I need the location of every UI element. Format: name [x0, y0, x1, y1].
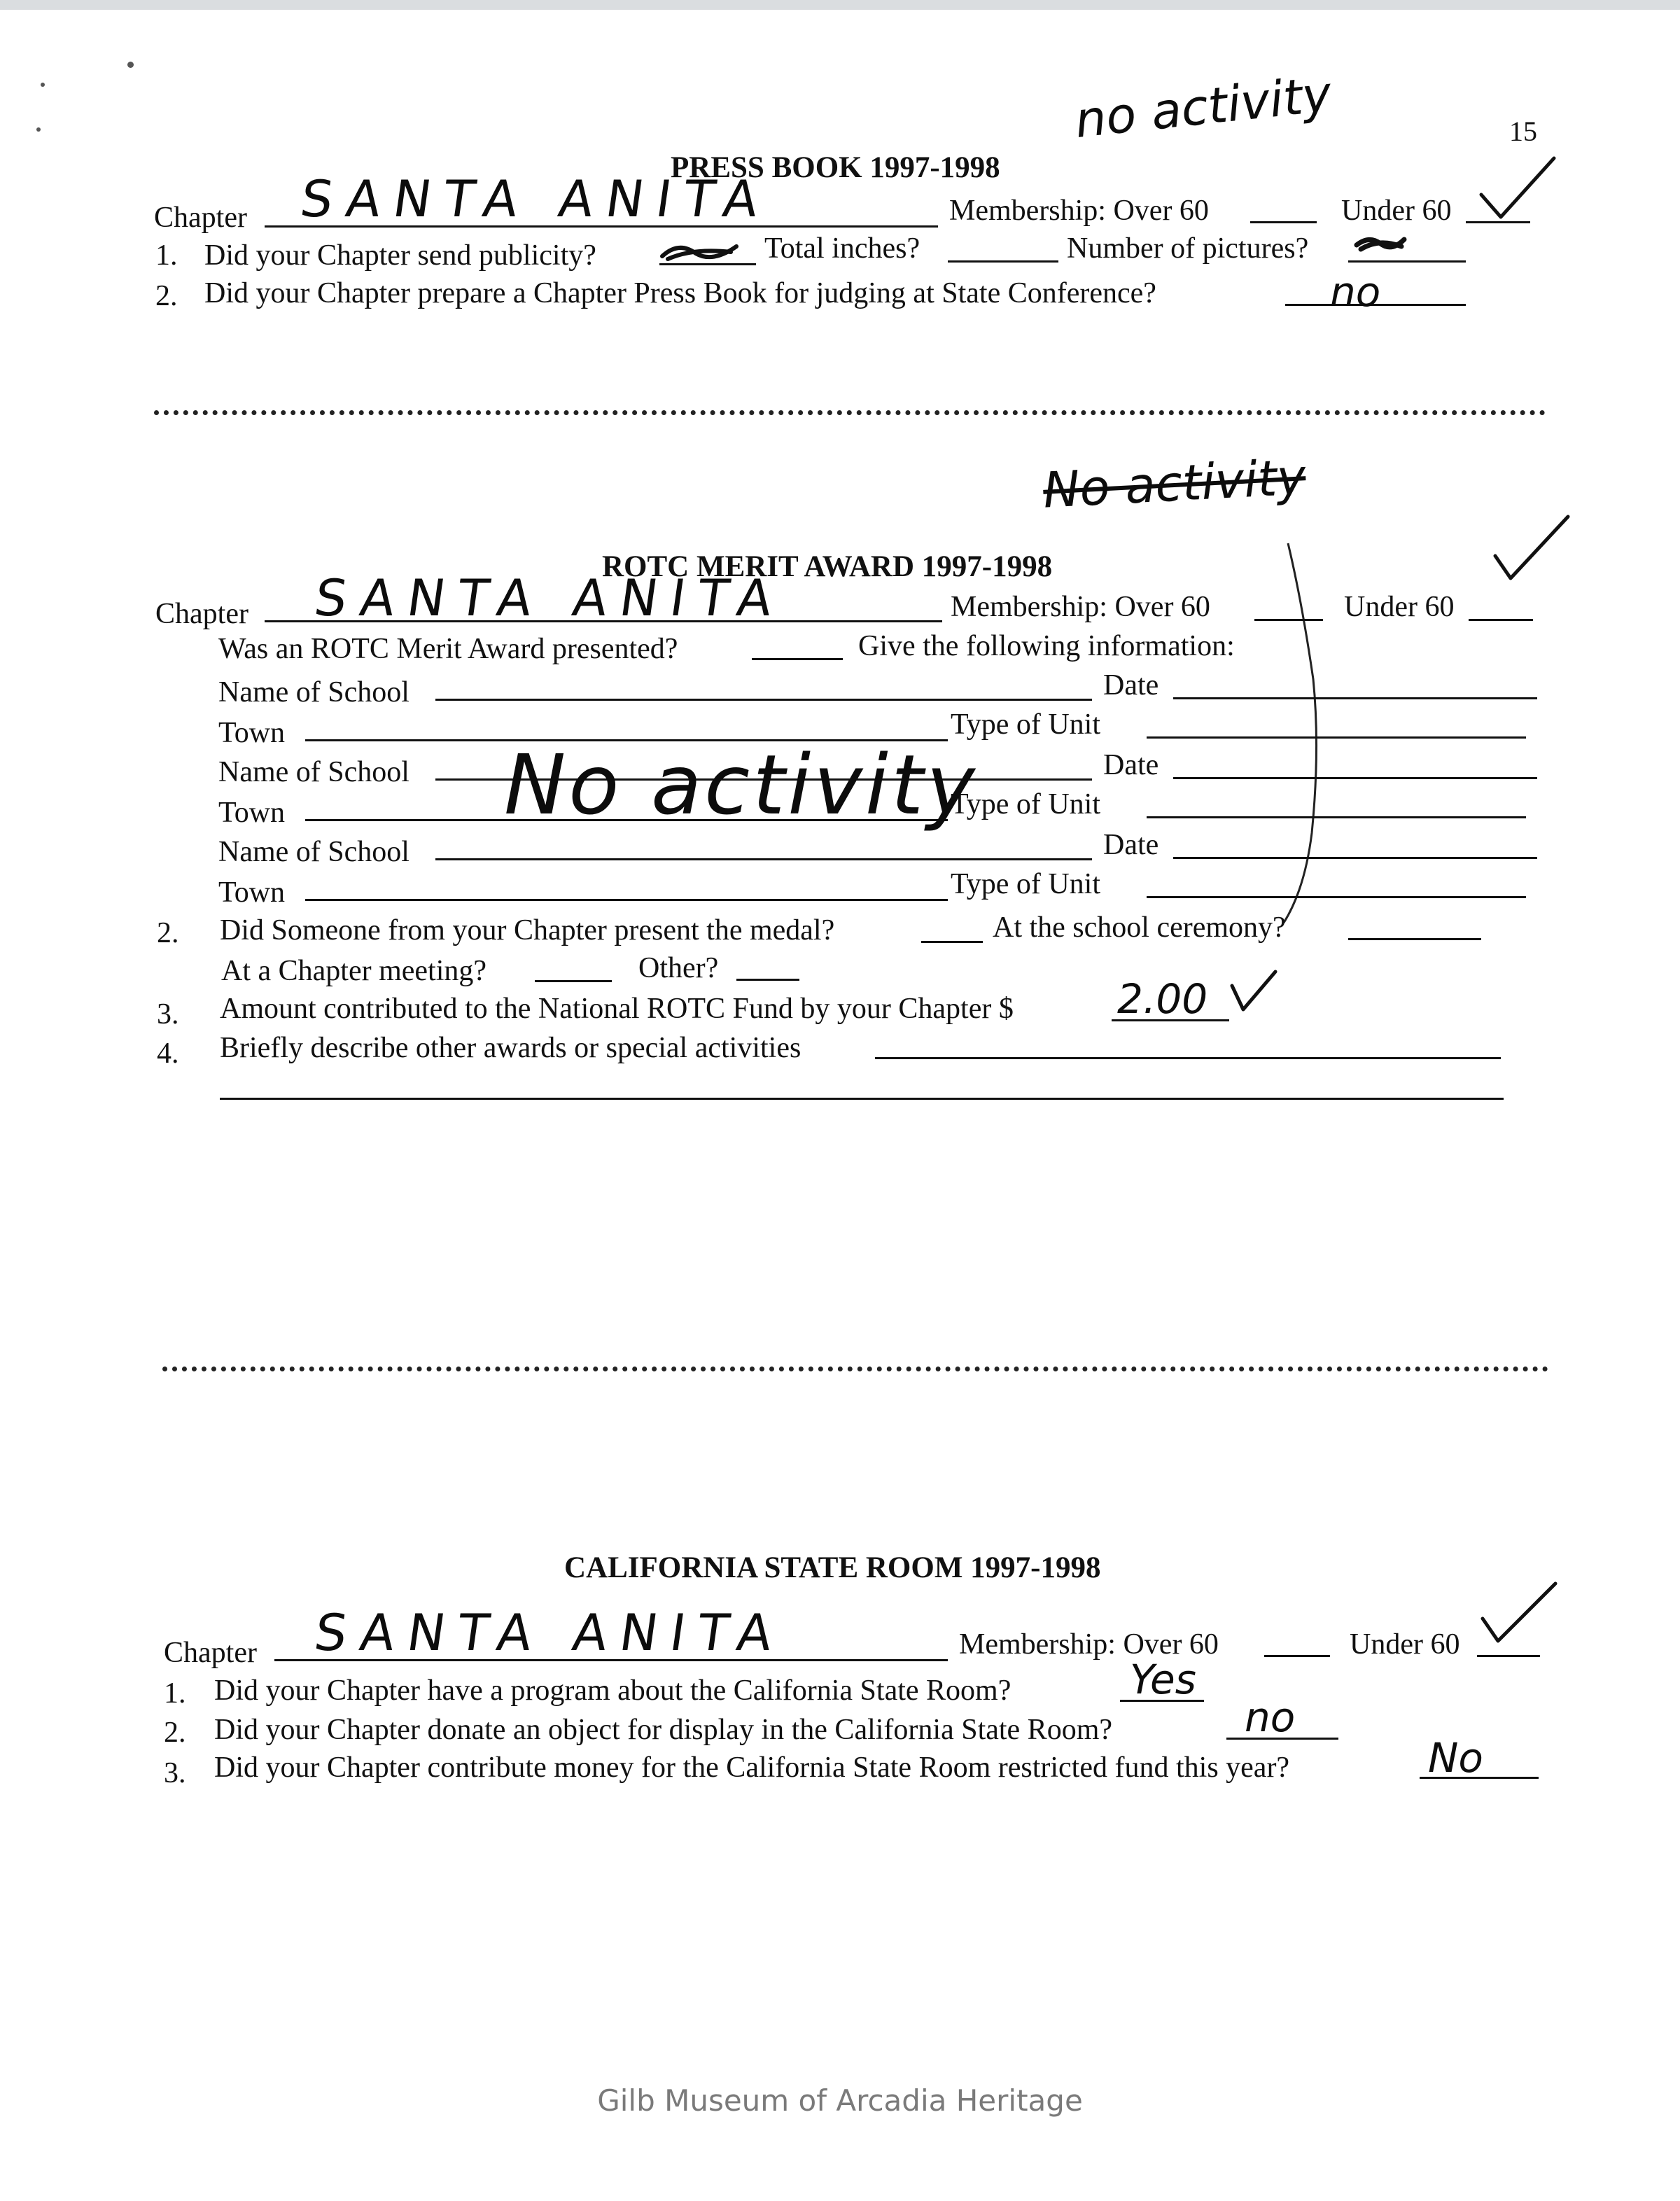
rotc-q4-line: [875, 1057, 1501, 1059]
press-book-pictures-line: [1348, 260, 1466, 263]
press-book-q1-pictures: Number of pictures?: [1067, 232, 1309, 265]
footer-watermark: Gilb Museum of Arcadia Heritage: [597, 2083, 1083, 2118]
rotc-school-label: Name of School: [218, 756, 410, 788]
rotc-unit-label: Type of Unit: [951, 708, 1101, 741]
press-book-annotation: no activity: [1072, 65, 1334, 149]
check-mark-icon: [1476, 153, 1560, 230]
section-divider: [162, 1367, 1548, 1371]
state-room-q3-answer: No: [1428, 1734, 1483, 1782]
state-room-membership-under: Under 60: [1350, 1628, 1460, 1661]
state-room-chapter-value: SANTA ANITA: [311, 1603, 789, 1662]
rotc-school-line: [435, 858, 1092, 860]
state-room-under-line: [1477, 1655, 1540, 1657]
rotc-meeting-line: [535, 980, 612, 982]
rotc-annotation: No activity: [504, 736, 978, 833]
rotc-town-label: Town: [218, 876, 286, 909]
scribble-icon: [1352, 231, 1408, 259]
rotc-q2-extra-line: [1348, 938, 1481, 940]
state-room-q1-text: Did your Chapter have a program about the California State Room?: [214, 1675, 1011, 1707]
check-mark-icon: [1477, 1577, 1561, 1654]
rotc-q2-line2b: Other?: [638, 952, 719, 984]
rotc-under-line: [1469, 619, 1533, 621]
state-room-q1-number: 1.: [164, 1677, 186, 1710]
state-room-title: CALIFORNIA STATE ROOM 1997-1998: [564, 1551, 1101, 1584]
press-book-over-line: [1250, 221, 1317, 223]
rotc-date-label: Date: [1103, 669, 1159, 701]
state-room-q3-text: Did your Chapter contribute money for the California State Room restricted fund this year?: [214, 1752, 1290, 1784]
rotc-q4-line-2: [220, 1098, 1504, 1100]
rotc-q1-text: Was an ROTC Merit Award presented?: [218, 633, 678, 665]
section-divider: [154, 410, 1546, 415]
press-book-membership-over: Membership: Over 60: [949, 195, 1209, 227]
rotc-unit-label: Type of Unit: [951, 868, 1101, 900]
rotc-q2-extra: At the school ceremony?: [993, 911, 1286, 944]
page-number: 15: [1509, 116, 1537, 147]
rotc-chapter-value: SANTA ANITA: [311, 568, 789, 627]
rotc-q1-extra: Give the following information:: [858, 630, 1235, 662]
rotc-chapter-label: Chapter: [155, 598, 248, 630]
check-mark-icon: [1490, 511, 1574, 588]
state-room-membership-over: Membership: Over 60: [959, 1628, 1219, 1661]
press-book-q1-text: Did your Chapter send publicity?: [204, 239, 596, 272]
rotc-unit-line: [1147, 736, 1526, 739]
rotc-q4-text: Briefly describe other awards or special activities: [220, 1032, 802, 1064]
press-book-q2-text: Did your Chapter prepare a Chapter Press Book for judging at State Conference?: [204, 277, 1156, 309]
press-book-q1-inches: Total inches?: [764, 232, 920, 265]
rotc-q3-answer: 2.00: [1117, 975, 1208, 1023]
rotc-unit-label: Type of Unit: [951, 788, 1101, 820]
rotc-date-line: [1173, 857, 1537, 859]
press-book-chapter-label: Chapter: [154, 202, 247, 234]
rotc-date-line: [1173, 777, 1537, 779]
rotc-q2-line2a: At a Chapter meeting?: [221, 955, 487, 987]
rotc-date-label: Date: [1103, 749, 1159, 781]
press-book-q2-answer: no: [1330, 268, 1381, 316]
rotc-unit-line: [1147, 896, 1526, 898]
rotc-q1-line: [752, 658, 843, 660]
rotc-other-line: [736, 979, 799, 981]
rotc-over-line: [1254, 619, 1323, 621]
state-room-q3-number: 3.: [164, 1757, 186, 1789]
rotc-date-label: Date: [1103, 829, 1159, 861]
scan-speck: [41, 83, 45, 87]
rotc-school-line: [435, 699, 1092, 701]
state-room-q2-text: Did your Chapter donate an object for display in the California State Room?: [214, 1714, 1113, 1746]
bracket-line-icon: [1274, 539, 1330, 931]
rotc-town-label: Town: [218, 797, 286, 829]
rotc-q2-line: [921, 941, 983, 943]
scan-speck: [36, 127, 41, 132]
press-book-membership-under: Under 60: [1341, 195, 1452, 227]
press-book-title: PRESS BOOK 1997-1998: [671, 151, 1000, 184]
press-book-chapter-value: SANTA ANITA: [297, 169, 775, 228]
state-room-q2-number: 2.: [164, 1717, 186, 1749]
scan-top-edge: [0, 0, 1680, 10]
state-room-chapter-label: Chapter: [164, 1637, 257, 1669]
rotc-q3-text: Amount contributed to the National ROTC Fund by your Chapter $: [220, 993, 1014, 1025]
rotc-school-label: Name of School: [218, 676, 410, 708]
rotc-q4-number: 4.: [157, 1037, 179, 1070]
rotc-school-label: Name of School: [218, 836, 410, 868]
press-book-inches-line: [948, 260, 1058, 263]
scribble-icon: [658, 238, 742, 266]
rotc-town-line: [305, 899, 948, 901]
scan-speck: [127, 62, 134, 68]
rotc-membership-under: Under 60: [1344, 591, 1455, 623]
press-book-q1-number: 1.: [155, 239, 178, 272]
state-room-over-line: [1264, 1655, 1330, 1657]
press-book-q2-number: 2.: [155, 280, 178, 312]
rotc-unit-line: [1147, 816, 1526, 818]
rotc-q3-number: 3.: [157, 998, 179, 1030]
rotc-q2-number: 2.: [157, 917, 179, 949]
check-mark-icon: [1226, 965, 1282, 1021]
state-room-q1-answer: Yes: [1130, 1656, 1196, 1703]
rotc-title: ROTC MERIT AWARD 1997-1998: [602, 550, 1053, 583]
rotc-struck-annotation: No activity: [1042, 448, 1308, 519]
rotc-date-line: [1173, 697, 1537, 699]
rotc-q2-text: Did Someone from your Chapter present the medal?: [220, 914, 835, 946]
rotc-membership-over: Membership: Over 60: [951, 591, 1210, 623]
rotc-town-label: Town: [218, 717, 286, 749]
state-room-q2-answer: no: [1245, 1693, 1296, 1741]
